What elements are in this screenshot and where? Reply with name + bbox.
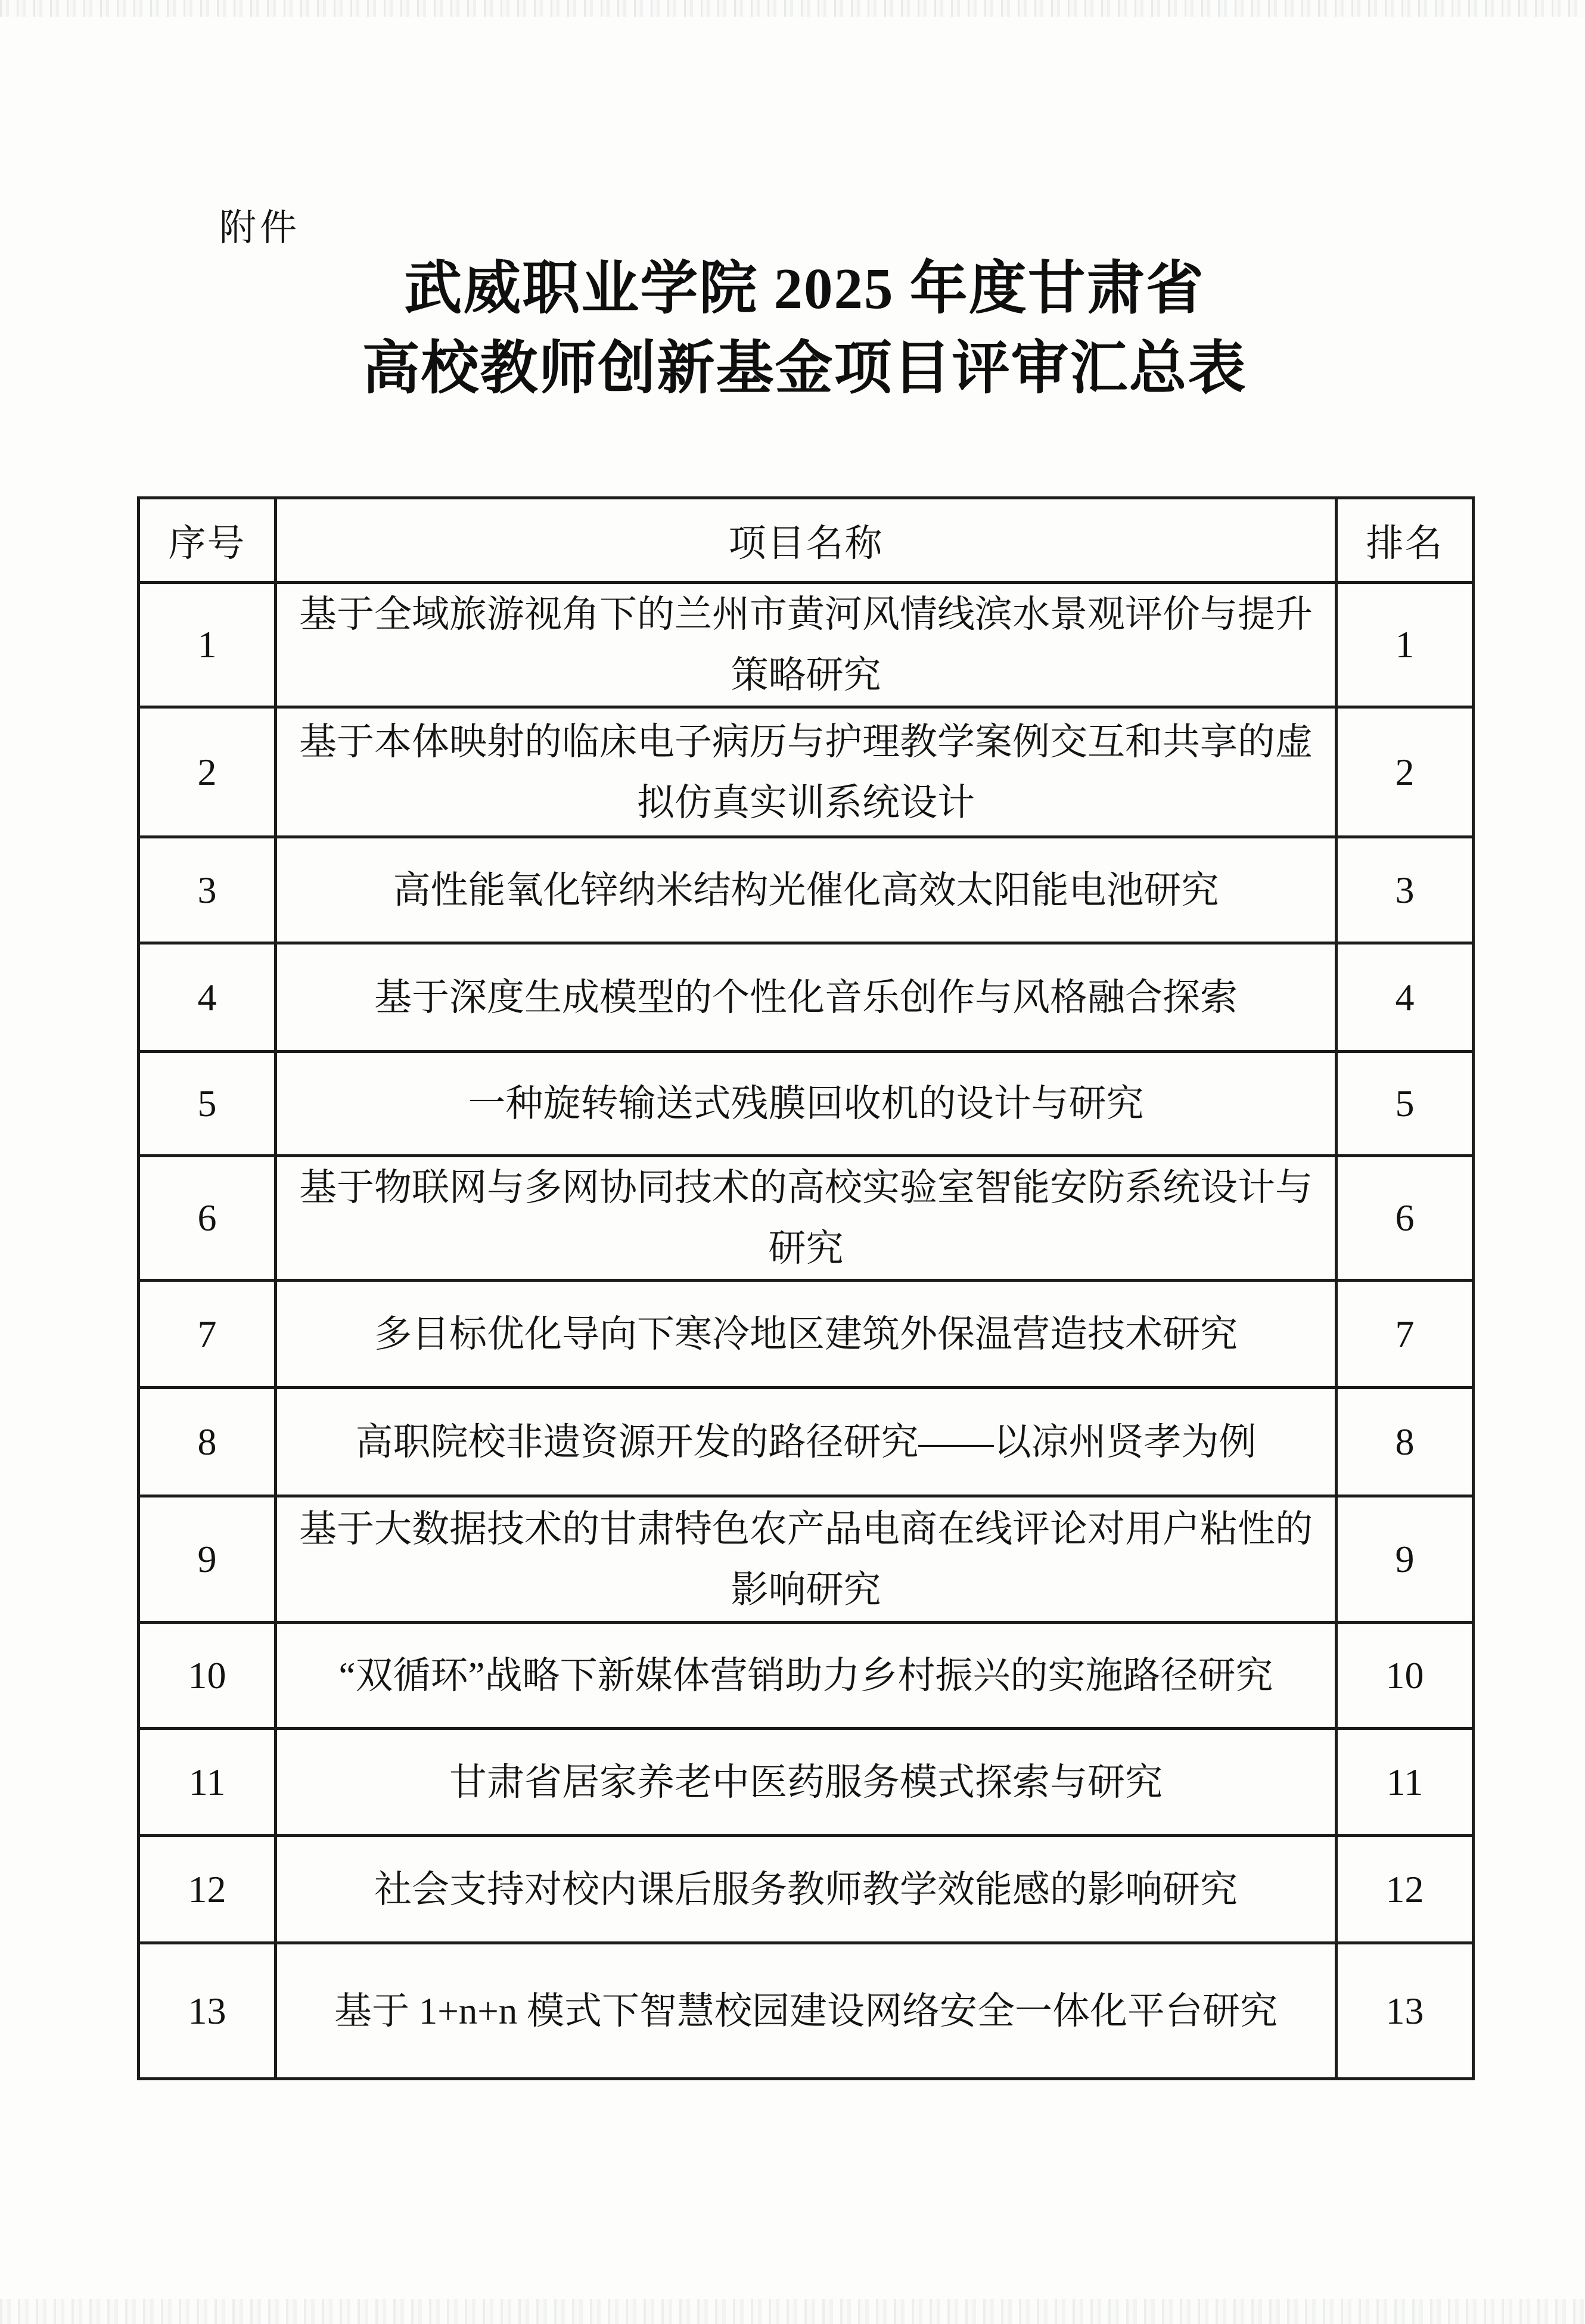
rank-cell: 1 xyxy=(1337,583,1474,707)
table-header-row xyxy=(139,498,1474,583)
row-index-cell: 12 xyxy=(139,1836,276,1943)
review-summary-table xyxy=(137,496,1475,2080)
row-index-cell: 2 xyxy=(139,707,276,837)
row-index-cell: 9 xyxy=(139,1496,276,1623)
table-row xyxy=(139,1496,1474,1623)
attachment-label: 附件 xyxy=(219,208,301,248)
row-index-cell: 10 xyxy=(139,1623,276,1729)
rank-cell: 12 xyxy=(1337,1836,1474,1943)
row-index-cell: 8 xyxy=(139,1388,276,1496)
row-index-cell: 13 xyxy=(139,1943,276,2079)
rank-cell: 4 xyxy=(1337,943,1474,1052)
project-name-cell: 多目标优化导向下寒冷地区建筑外保温营造技术研究 xyxy=(276,1281,1337,1388)
rank-cell: 6 xyxy=(1337,1156,1474,1281)
project-name-cell: 高职院校非遗资源开发的路径研究——以凉州贤孝为例 xyxy=(276,1388,1337,1496)
rank-cell: 2 xyxy=(1337,707,1474,837)
row-index-cell: 4 xyxy=(139,943,276,1052)
project-name-cell: 一种旋转输送式残膜回收机的设计与研究 xyxy=(276,1052,1337,1156)
table-row xyxy=(139,1281,1474,1388)
table-row xyxy=(139,707,1474,837)
project-name-cell: 基于深度生成模型的个性化音乐创作与风格融合探索 xyxy=(276,943,1337,1052)
table-row xyxy=(139,837,1474,943)
project-name-cell: 基于本体映射的临床电子病历与护理教学案例交互和共享的虚拟仿真实训系统设计 xyxy=(276,707,1337,837)
title-line-2: 高校教师创新基金项目评审汇总表 xyxy=(362,336,1247,400)
project-name-cell: 基于大数据技术的甘肃特色农产品电商在线评论对用户粘性的影响研究 xyxy=(276,1496,1337,1623)
project-name-cell: 社会支持对校内课后服务教师教学效能感的影响研究 xyxy=(276,1836,1337,1943)
header-rank: 排名 xyxy=(1337,498,1474,583)
header-index: 序号 xyxy=(139,498,276,583)
rank-cell: 3 xyxy=(1337,837,1474,943)
document-title xyxy=(137,249,1472,409)
project-name-cell: 基于 1+n+n 模式下智慧校园建设网络安全一体化平台研究 xyxy=(276,1943,1337,2079)
row-index-cell: 5 xyxy=(139,1052,276,1156)
table-row xyxy=(139,1156,1474,1281)
project-name-cell: 高性能氧化锌纳米结构光催化高效太阳能电池研究 xyxy=(276,837,1337,943)
rank-cell: 11 xyxy=(1337,1729,1474,1836)
row-index-cell: 6 xyxy=(139,1156,276,1281)
project-name-cell: 基于物联网与多网协同技术的高校实验室智能安防系统设计与研究 xyxy=(276,1156,1337,1281)
scan-noise-bottom xyxy=(0,2299,1585,2324)
table-row xyxy=(139,1388,1474,1496)
row-index-cell: 7 xyxy=(139,1281,276,1388)
rank-cell: 8 xyxy=(1337,1388,1474,1496)
row-index-cell: 11 xyxy=(139,1729,276,1836)
rank-cell: 5 xyxy=(1337,1052,1474,1156)
scan-noise-top xyxy=(0,0,1585,17)
table-row xyxy=(139,1623,1474,1729)
table-row xyxy=(139,1836,1474,1943)
title-line-1: 武威职业学院 2025 年度甘肃省 xyxy=(404,257,1205,321)
header-name: 项目名称 xyxy=(276,498,1337,583)
project-name-cell: “双循环”战略下新媒体营销助力乡村振兴的实施路径研究 xyxy=(276,1623,1337,1729)
table-row xyxy=(139,1052,1474,1156)
rank-cell: 10 xyxy=(1337,1623,1474,1729)
rank-cell: 9 xyxy=(1337,1496,1474,1623)
table-row xyxy=(139,583,1474,707)
table-row xyxy=(139,943,1474,1052)
row-index-cell: 3 xyxy=(139,837,276,943)
rank-cell: 13 xyxy=(1337,1943,1474,2079)
rank-cell: 7 xyxy=(1337,1281,1474,1388)
row-index-cell: 1 xyxy=(139,583,276,707)
project-name-cell: 基于全域旅游视角下的兰州市黄河风情线滨水景观评价与提升策略研究 xyxy=(276,583,1337,707)
project-name-cell: 甘肃省居家养老中医药服务模式探索与研究 xyxy=(276,1729,1337,1836)
table-row xyxy=(139,1729,1474,1836)
table-row xyxy=(139,1943,1474,2079)
